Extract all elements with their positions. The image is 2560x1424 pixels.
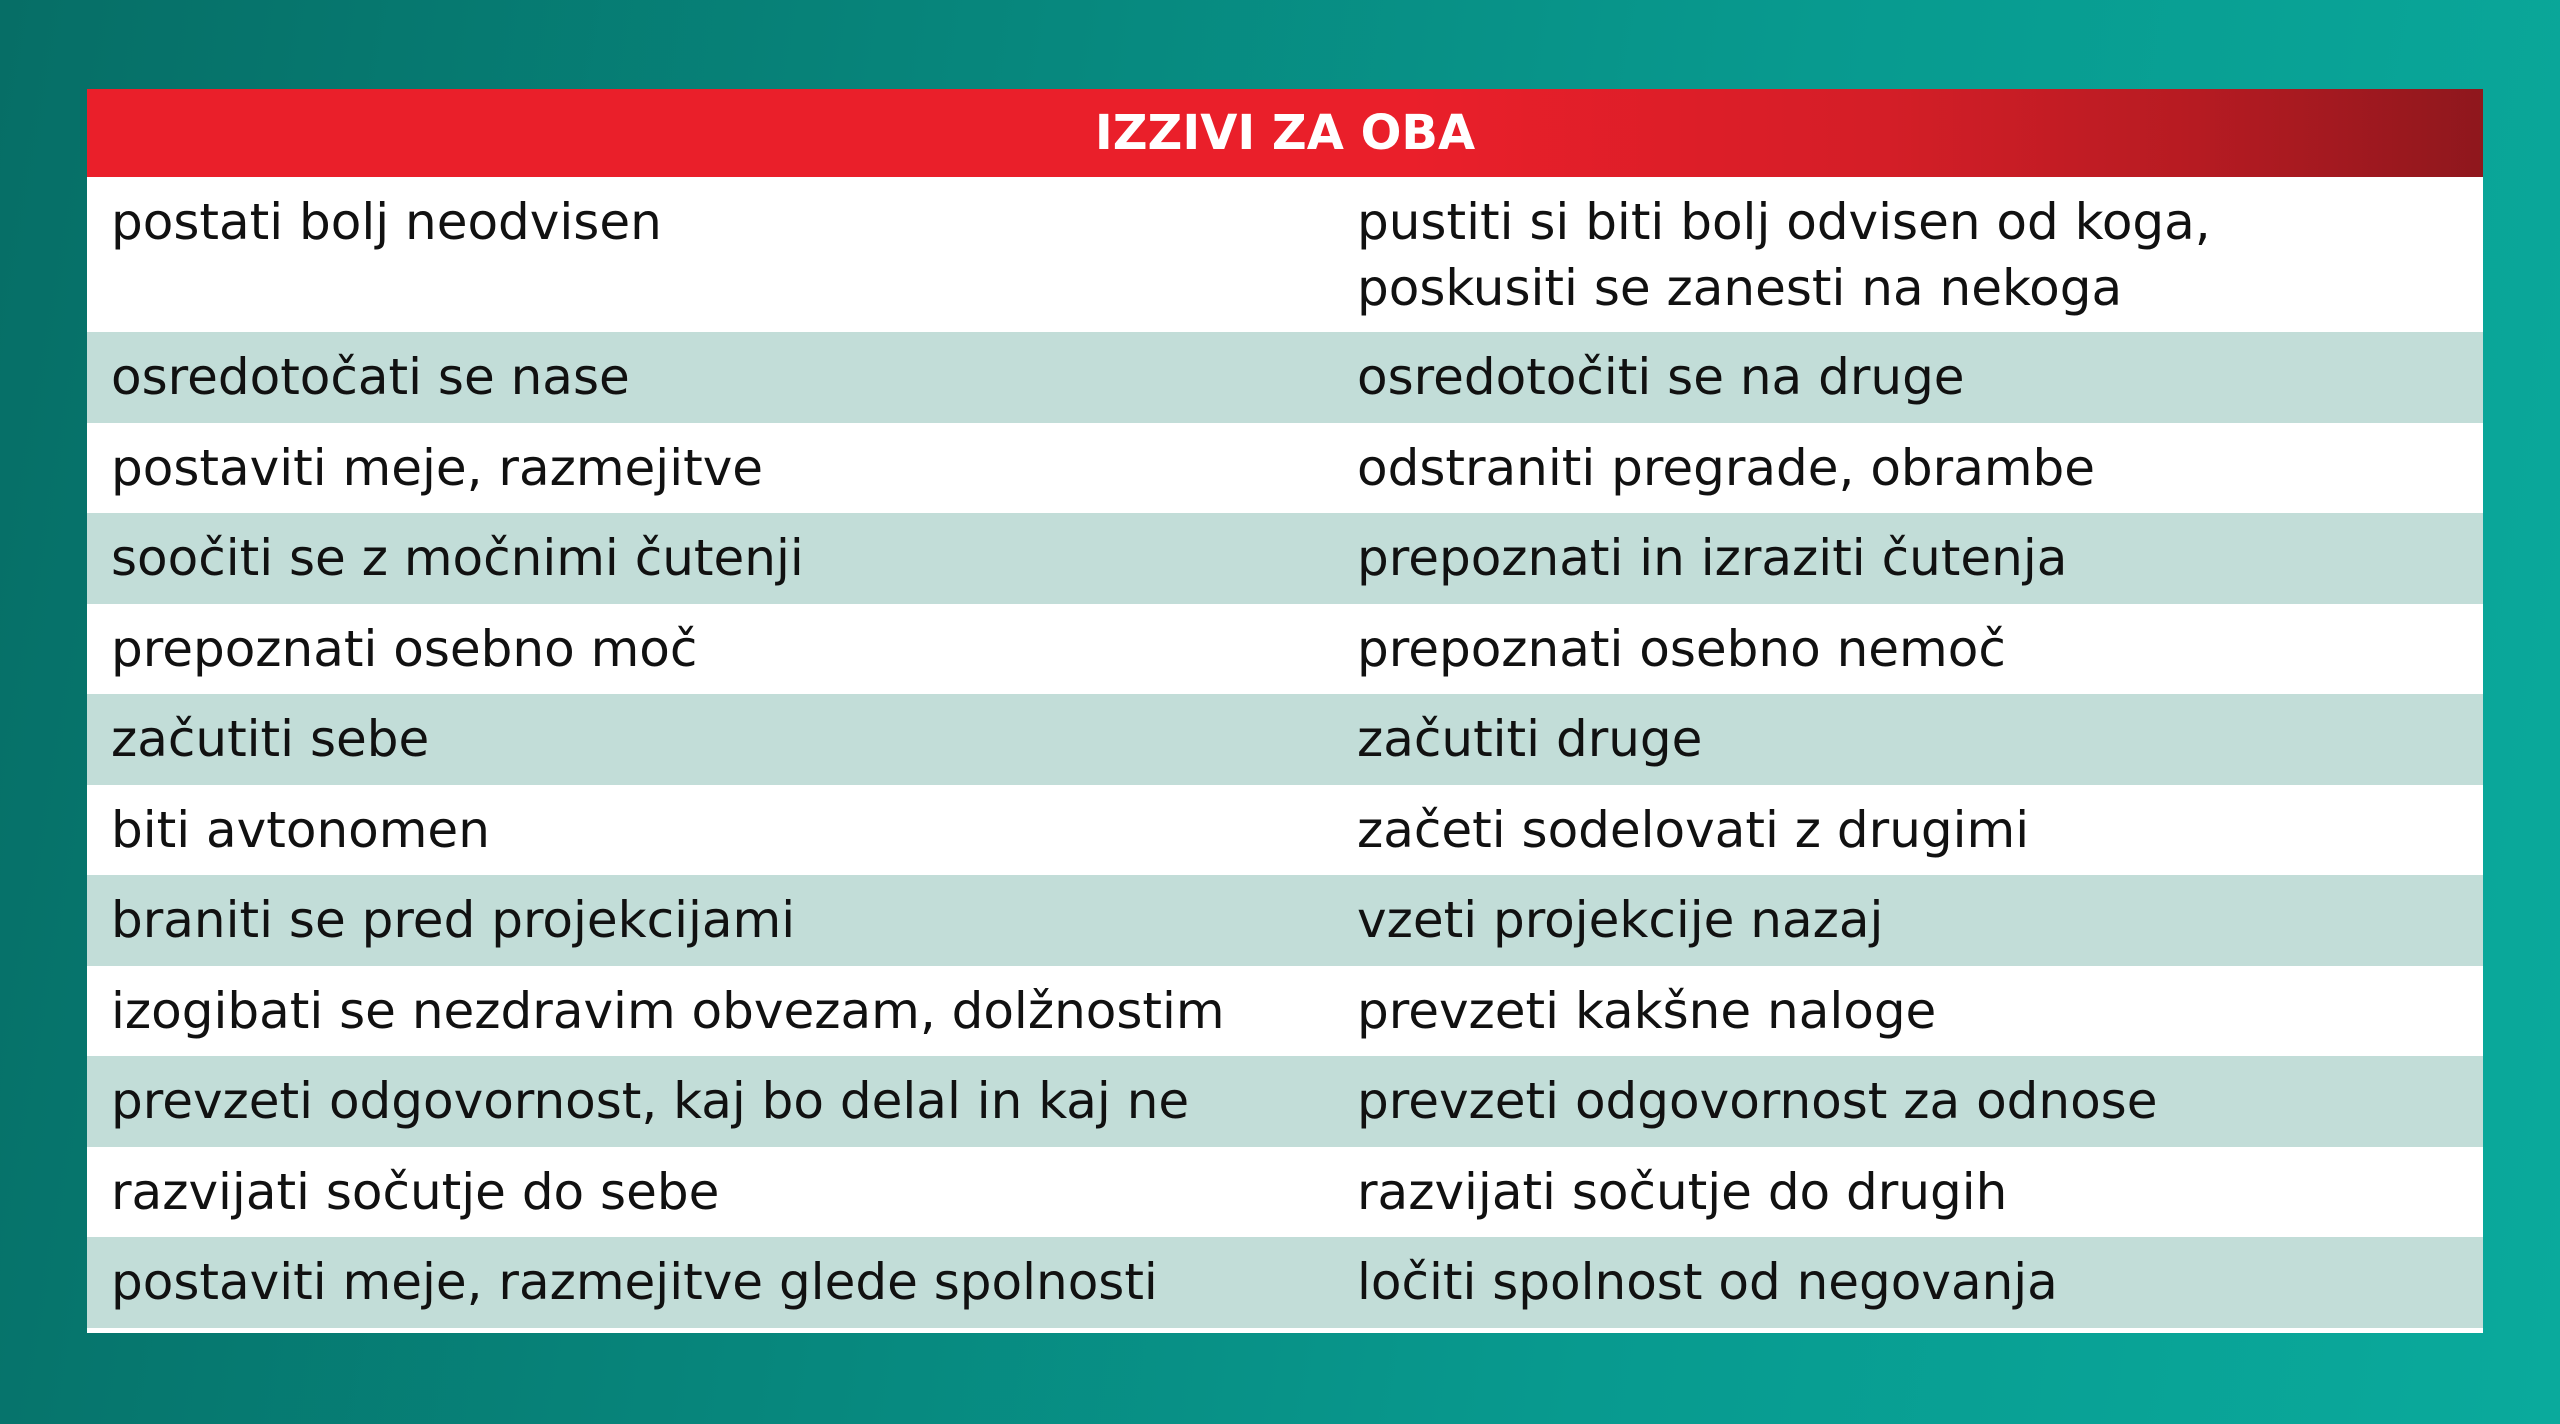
table-title: IZZIVI ZA OBA [1094, 105, 1476, 161]
table-row [87, 1147, 2483, 1238]
right-cell: odstraniti pregrade, obrambe [1357, 438, 2096, 497]
left-cell: postaviti meje, razmejitve [111, 438, 764, 497]
table-body [87, 177, 2483, 1328]
right-cell: pustiti si biti bolj odvisen od koga, poskusiti se zanesti na nekoga [1357, 193, 2211, 317]
table-row [87, 513, 2483, 604]
table-row [87, 1056, 2483, 1147]
right-cell: začutiti druge [1357, 710, 1703, 768]
table-header [87, 89, 2483, 177]
right-cell: začeti sodelovati z drugimi [1357, 800, 2030, 859]
table-row [87, 875, 2483, 966]
left-cell: postaviti meje, razmejitve glede spolnosti [111, 1253, 1158, 1311]
right-cell: prepoznati in izraziti čutenja [1357, 529, 2068, 587]
left-cell: biti avtonomen [111, 800, 490, 859]
left-cell: postati bolj neodvisen [111, 193, 662, 251]
left-cell: braniti se pred projekcijami [111, 891, 796, 949]
right-cell: ločiti spolnost od negovanja [1357, 1253, 2058, 1311]
left-cell: začutiti sebe [111, 710, 430, 768]
right-cell: osredotočiti se na druge [1357, 348, 1965, 406]
table-row [87, 694, 2483, 785]
table-row [87, 785, 2483, 876]
table-row [87, 423, 2483, 514]
table-row [87, 966, 2483, 1057]
right-cell: prevzeti kakšne naloge [1357, 981, 1937, 1040]
challenges-table [87, 89, 2483, 1333]
right-cell: prepoznati osebno nemoč [1357, 619, 2006, 678]
table-row [87, 604, 2483, 695]
left-cell: razvijati sočutje do sebe [111, 1162, 720, 1221]
table-row [87, 332, 2483, 423]
table-row [87, 1237, 2483, 1328]
left-cell: izogibati se nezdravim obvezam, dolžnostim [111, 981, 1225, 1040]
left-cell: soočiti se z močnimi čutenji [111, 529, 804, 587]
right-cell: vzeti projekcije nazaj [1357, 891, 1884, 949]
left-cell: prevzeti odgovornost, kaj bo delal in kaj ne [111, 1072, 1190, 1130]
table-row [87, 177, 2483, 332]
left-cell: prepoznati osebno moč [111, 619, 698, 678]
left-cell: osredotočati se nase [111, 348, 630, 406]
right-cell: prevzeti odgovornost za odnose [1357, 1072, 2158, 1130]
right-cell: razvijati sočutje do drugih [1357, 1162, 2008, 1221]
